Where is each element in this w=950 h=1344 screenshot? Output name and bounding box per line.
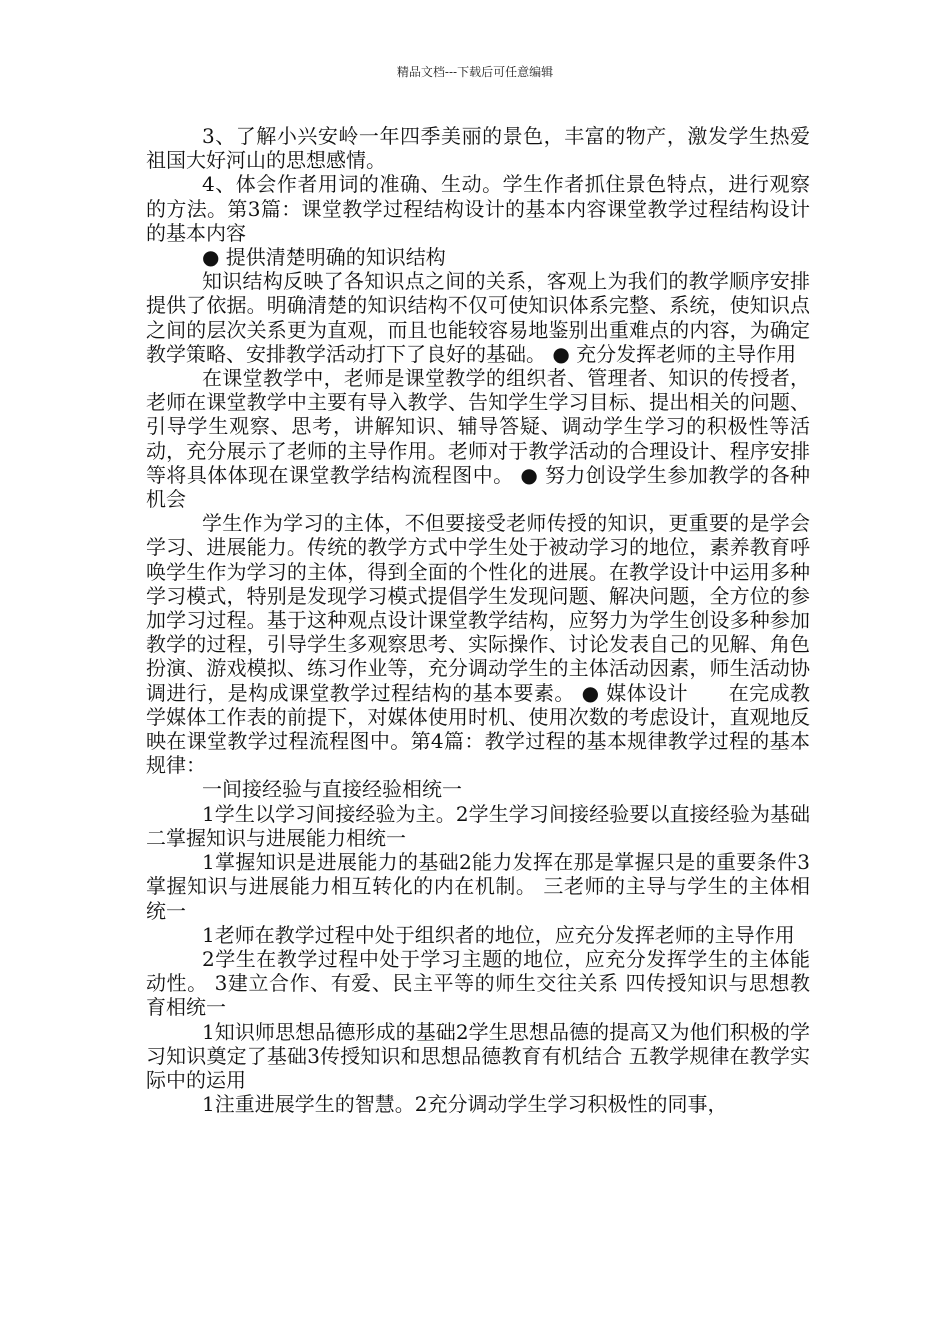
paragraph: 学生作为学习的主体，不但要接受老师传授的知识，更重要的是学会学习、进展能力。传统的教学方式中学生处于被动学习的地位，素养教育呼唤学生作为学习的主体，得到全面的个性化的进展。在教学设计中运用多种学习模式，特别是发现学习模式提倡学生发现问题、解决问题，全方位的参加学习过程。基于这种观点设计课堂教学结构，应努力为学生创设多种参加教学的过程，引导学生多观察思考、实际操作、讨论发表自己的见解、角色扮演、游戏模拟、练习作业等，充分调动学生的主体活动因素，师生活动协调进行，是构成课堂教学过程结构的基本要素。 ● 媒体设计 在完成教学媒体工作表的前提下，对媒体使用时机、使用次数的考虑设计，直观地反映在课堂教学过程流程图中。第4篇：教学过程的基本规律教学过程的基本规律：: [146, 511, 810, 778]
paragraph: 4、体会作者用词的准确、生动。学生作者抓住景色特点，进行观察的方法。第3篇：课堂教学过程结构设计的基本内容课堂教学过程结构设计的基本内容: [146, 172, 810, 245]
paragraph: 一间接经验与直接经验相统一: [202, 777, 462, 802]
paragraph: 1注重进展学生的智慧。2充分调动学生学习积极性的同事，: [202, 1092, 728, 1117]
paragraph: 3、了解小兴安岭一年四季美丽的景色，丰富的物产，激发学生热爱祖国大好河山的思想感情。: [146, 124, 810, 173]
paragraph: 知识结构反映了各知识点之间的关系，客观上为我们的教学顺序安排提供了依据。明确清楚的知识结构不仅可使知识体系完整、系统，使知识点之间的层次关系更为直观，而且也能较容易地鉴别出重难点的内容，为确定教学策略、安排教学活动打下了良好的基础。 ● 充分发挥老师的主导作用: [146, 269, 810, 366]
paragraph: 1知识师思想品德形成的基础2学生思想品德的提高又为他们积极的学习知识奠定了基础3传授知识和思想品德教育有机结合 五教学规律在教学实际中的运用: [146, 1019, 810, 1092]
paragraph: 2学生在教学过程中处于学习主题的地位，应充分发挥学生的主体能动性。 3建立合作、有爱、民主平等的师生交往关系 四传授知识与思想教育相统一: [146, 946, 810, 1020]
paragraph: 1学生以学习间接经验为主。2学生学习间接经验要以直接经验为基础 二掌握知识与进展能力相统一: [146, 801, 810, 850]
paragraph: 1掌握知识是进展能力的基础2能力发挥在那是掌握只是的重要条件3掌握知识与进展能力相互转化的内在机制。 三老师的主导与学生的主体相统一: [146, 850, 810, 923]
page-header: 精品文档---下载后可任意编辑: [396, 65, 554, 79]
paragraph: ● 提供清楚明确的知识结构: [202, 245, 446, 270]
paragraph: 在课堂教学中，老师是课堂教学的组织者、管理者、知识的传授者，老师在课堂教学中主要有导入教学、告知学生学习目标、提出相关的问题、引导学生观察、思考，讲解知识、辅导答疑、调动学生学习的积极性等活动，充分展示了老师的主导作用。老师对于教学活动的合理设计、程序安排等将具体体现在课堂教学结构流程图中。 ● 努力创设学生参加教学的各种机会: [146, 366, 810, 512]
paragraph: 1老师在教学过程中处于组织者的地位，应充分发挥老师的主导作用: [202, 922, 795, 947]
document-body: [146, 124, 810, 1116]
